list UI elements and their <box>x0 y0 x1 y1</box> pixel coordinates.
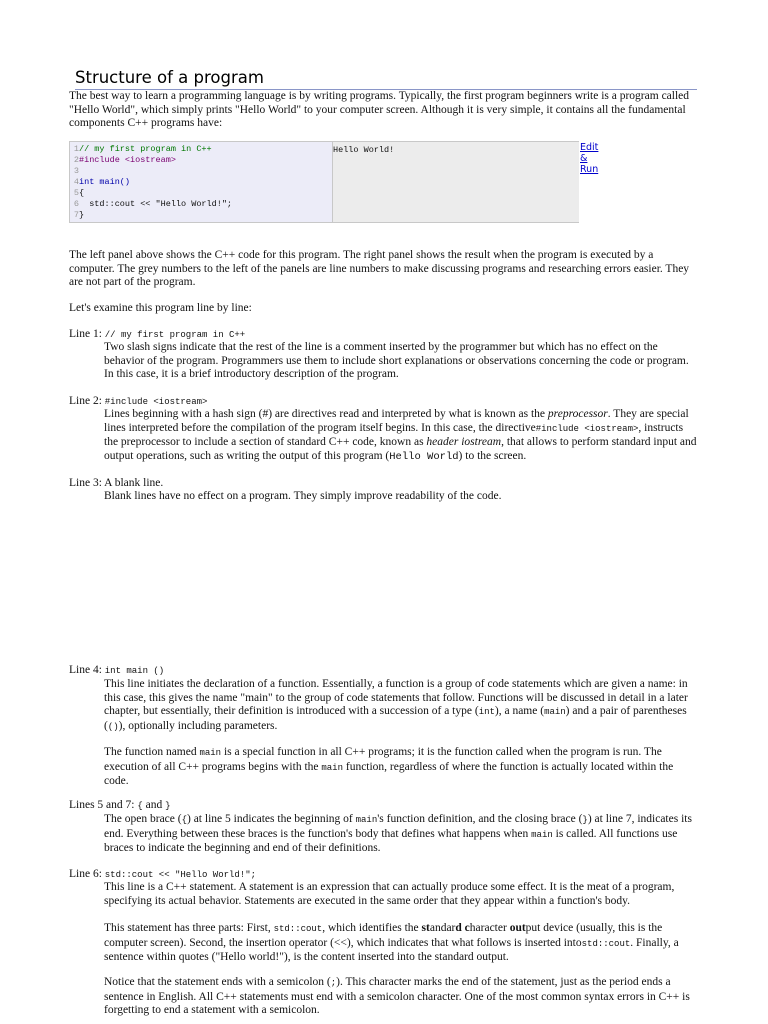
line-number: 6 <box>73 199 79 209</box>
line-number: 5 <box>73 188 79 198</box>
code-text: // my first program in C++ <box>79 144 212 154</box>
code-example-box <box>69 141 579 223</box>
output-panel <box>332 142 579 222</box>
code-line <box>70 199 232 210</box>
line-label: Line 4: <box>69 664 102 676</box>
line-label: Lines 5 and 7: <box>69 799 135 811</box>
edit-run-text: Edit <box>580 142 599 153</box>
code-text: } <box>79 210 85 220</box>
code-text: std::cout << "Hello World!"; <box>79 199 233 209</box>
code-line <box>70 155 176 166</box>
inline-code: std::cout << "Hello World!"; <box>104 870 257 880</box>
line-number: 2 <box>73 155 79 165</box>
line-4-description: This line initiates the declaration of a function. Essentially, a function is a group of code statements which are given a name: in this case, this gives the name "main" to the group of code statements that follow. Functions will be discussed in detail in a later chapter, but essentially, their definition is introduced with a succession of a type (int), a name (main) and a pair of parentheses (()), optionally including parameters. <box>104 678 688 732</box>
code-panel <box>70 142 332 222</box>
line-label: Line 6: <box>69 868 102 880</box>
code-line <box>70 144 212 155</box>
code-line <box>70 166 79 177</box>
edit-run-link[interactable] <box>580 142 602 175</box>
inline-code: // my first program in C++ <box>104 330 246 340</box>
panels-paragraph: The left panel above shows the C++ code for this program. The right panel shows the result when the program is executed by a computer. The grey numbers to the left of the panels are line numbers to make discussing programs and researching errors easier. They are not part of the program. <box>69 249 690 288</box>
line-6-description-3: Notice that the statement ends with a semicolon (;). This character marks the end of the statement, just as the period ends a sentence in English. All C++ statements must end with a semicolon character. One of the most common syntax errors in C++ is forgetting to end a statement with a semicolon. <box>104 976 690 1016</box>
code-text: #include <iostream> <box>79 155 176 165</box>
code-line <box>70 177 130 188</box>
line-number: 1 <box>73 144 79 154</box>
edit-run-text: & <box>580 153 588 164</box>
program-output: Hello World! <box>333 145 395 155</box>
page-title: Structure of a program <box>75 68 697 90</box>
inline-code: int main () <box>104 666 165 676</box>
line-3-description: Blank lines have no effect on a program. They simply improve readability of the code. <box>104 490 502 502</box>
code-text: int main() <box>79 177 131 187</box>
line-label: Line 1: <box>69 328 102 340</box>
lines-5-7-description: The open brace ({) at line 5 indicates the beginning of main's function definition, and the closing brace (}) at line 7, indicates its end. Everything between these braces is the function's body that defines what happens when main is called. All functions use braces to indicate the beginning and end of their definitions. <box>104 813 692 854</box>
line-1-description: Two slash signs indicate that the rest of the line is a comment inserted by the programmer but which has no effect on the behavior of the program. Programmers use them to include short explanations or observations concerning the code or program. In this case, it is a brief introductory description of the program. <box>104 341 689 380</box>
lines-5-7-heading: Lines 5 and 7: { and } <box>69 799 171 811</box>
line-label: Line 3: <box>69 477 102 489</box>
examine-paragraph: Let's examine this program line by line: <box>69 302 252 314</box>
line-2-description: Lines beginning with a hash sign (#) are directives read and interpreted by what is known as the preprocessor. They are special lines interpreted before the compilation of the program itself begins. In this case, the directive#include <iostream>, instructs the preprocessor to include a section of standard C++ code, known as header iostream, that allows to perform standard input and output operations, such as writing the output of this program (Hello World) to the screen. <box>104 408 697 463</box>
line-4-description-2: The function named main is a special function in all C++ programs; it is the function called when the program is run. The execution of all C++ programs begins with the main function, regardless of where the function is actually located within the code. <box>104 746 674 787</box>
code-line <box>70 188 84 199</box>
inline-code: #include <iostream> <box>104 397 208 407</box>
intro-paragraph: The best way to learn a programming language is by writing programs. Typically, the first program beginners write is a program called "Hello World", which simply prints "Hello World" to your computer screen. Although it is very simple, it contains all the fundamental components C++ programs have: <box>69 90 690 129</box>
line-number: 7 <box>73 210 79 220</box>
edit-run-text: Run <box>580 164 599 175</box>
line-6-description: This line is a C++ statement. A statement is an expression that can actually produce some effect. It is the meat of a program, specifying its actual behavior. Statements are executed in the same order that they appear within a function's body. <box>104 881 675 907</box>
line-3-heading <box>69 477 163 491</box>
line-number: 4 <box>73 177 79 187</box>
line-4-heading <box>69 664 164 679</box>
line-number: 3 <box>73 166 79 176</box>
code-text: { <box>79 188 85 198</box>
line-label: Line 2: <box>69 395 102 407</box>
line-3-title: A blank line. <box>104 477 164 489</box>
line-6-description-2: This statement has three parts: First, std::cout, which identifies the standard character output device (usually, this is the computer screen). Second, the insertion operator (<<), which indicates that what follows is inserted intostd::cout. Finally, a sentence within quotes ("Hello world!"), is the content inserted into the standard output. <box>104 922 679 963</box>
code-line <box>70 210 84 221</box>
